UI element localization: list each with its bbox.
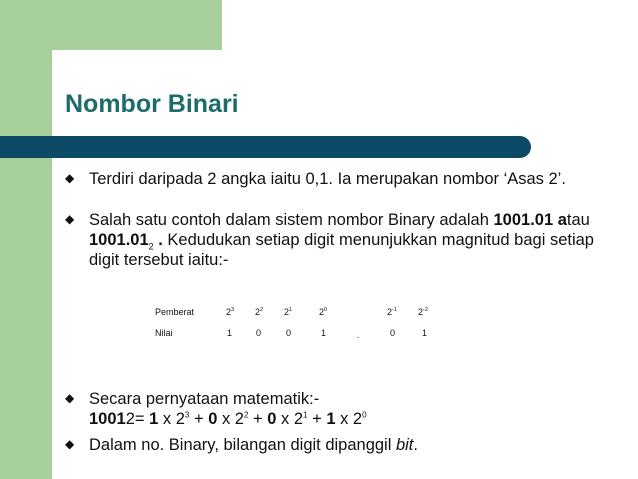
weight-cell: $2^{-1}$ [387,307,397,317]
value-cell: 0 [286,328,292,338]
value-cell: 1 [227,328,233,338]
value-cell: 1 [422,328,428,338]
title-underline-bar [0,136,531,158]
weight-cell: $2^{-2}$ [418,307,428,317]
weight-cell: $2^0$ [319,307,328,317]
value-cell: 1 [321,328,327,338]
value-cell-point: . [357,330,360,340]
slide-title: Nombor Binari [65,90,239,118]
bullet-text-matematik: Secara pernyataan matematik:- 10012= 1 x $2^3 + 0$ x $2^2 + 0$ x $2^1 + 1$ x $2^0$ [89,389,609,429]
bullet-text-bit: Dalam no. Binary, bilangan digit dipanggil bit. [89,436,418,454]
bullet-diamond-icon: ◆ [65,391,75,405]
row-label-pemberat: Pemberat [155,307,195,317]
weight-cell: $2^1$ [284,307,293,317]
bullet-text-contoh: Salah satu contoh dalam sistem nombor Binary adalah 1001.01 atau $1001.01_2$ . Kedudukan setiap digit menunjukkan magnitud bagi setiap digit tersebut iaitu:- [89,211,594,269]
bullet-diamond-icon: ◆ [65,437,75,451]
row-label-nilai: Nilai [155,328,173,338]
value-cell: 0 [390,328,396,338]
bullet-diamond-icon: ◆ [65,212,75,226]
weight-cell: $2^3$ [226,307,235,317]
value-cell: 0 [256,328,262,338]
weight-cell: $2^2$ [255,307,264,317]
bullet-diamond-icon: ◆ [65,171,75,185]
bullet-text-asas: Terdiri daripada 2 angka iaitu 0,1. Ia merupakan nombor ‘Asas 2’. [89,170,566,188]
math-expression: 10012= 1 x $2^3 + 0$ x $2^2 + 0$ x $2^1 + 1$ x $2^0$ [89,410,367,428]
